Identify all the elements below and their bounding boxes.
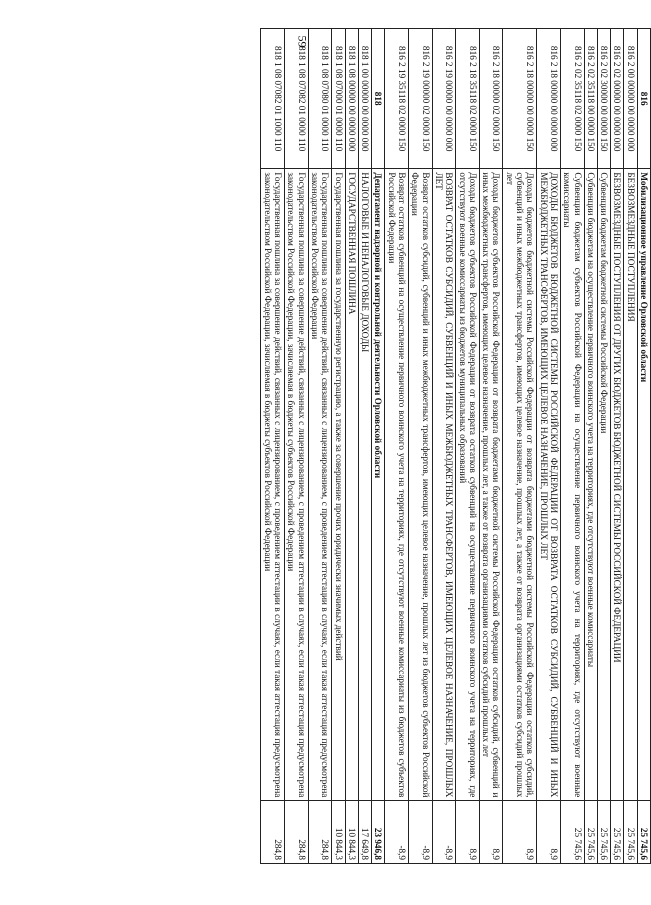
- row-sum: 25 745,6: [624, 801, 637, 864]
- row-sum: 8,9: [479, 801, 503, 864]
- row-code: 816 2 18 00000 00 0000 150: [503, 29, 537, 169]
- row-sum: -8,9: [432, 801, 456, 864]
- row-sum: 284,8: [285, 801, 309, 864]
- row-code: 816: [637, 29, 650, 169]
- table-row: [597, 29, 610, 864]
- row-name: ВОЗВРАТ ОСТАТКОВ СУБСИДИЙ, СУБВЕНЦИЙ И ИНЫХ МЕЖБЮДЖЕТНЫХ ТРАНСФЕРТОВ, ИМЕЮЩИХ ЦЕЛЕВОЕ НАЗНАЧЕНИЕ, ПРОШЛЫХ ЛЕТ: [432, 169, 456, 801]
- row-code: 818 1 08 00000 00 0000 000: [345, 29, 358, 169]
- row-name: Доходы бюджетов бюджетной системы Российской Федерации от возврата бюджетами бюджетной системы Российской Федерации остатков субсидий, субвенций и иных межбюджетных трансфертов, имеющих целевое назначение, прошлых лет, а также от возврата организациями остатков субсидий прошлых лет: [503, 169, 537, 801]
- row-code: 816 2 02 30000 00 0000 150: [597, 29, 610, 169]
- row-sum: 8,9: [503, 801, 537, 864]
- row-sum: 25 745,6: [637, 801, 650, 864]
- rotated-table-container: [106, 28, 651, 864]
- row-code: 818 1 08 07080 01 0000 110: [308, 29, 332, 169]
- table-row: [503, 29, 537, 864]
- row-name: Субвенции бюджетам субъектов Российской Федерации на осуществление первичного воинского учета на территориях, где отсутствуют военные комиссариаты: [560, 169, 584, 801]
- row-code: 816 2 19 35118 02 0000 150: [385, 29, 409, 169]
- table-row: [479, 29, 503, 864]
- table-row: [456, 29, 480, 864]
- row-name: БЕЗВОЗМЕЗДНЫЕ ПОСТУПЛЕНИЯ: [624, 169, 637, 801]
- row-code: 816 2 00 00000 00 0000 000: [624, 29, 637, 169]
- table-row: [285, 29, 309, 864]
- document-page: [106, 28, 651, 864]
- table-row: [358, 29, 371, 864]
- row-name: Доходы бюджетов субъектов Российской Федерации от возврата бюджетами бюджетной системы Российской Федерации остатков субсидий, субвенций и иных межбюджетных трансфертов, имеющих целевое назначение, прошлых лет, а также от возврата организациями остатков субсидий прошлых лет: [479, 169, 503, 801]
- row-sum: 17 649,8: [358, 801, 371, 864]
- table-row: [611, 29, 624, 864]
- row-sum: 284,8: [261, 801, 285, 864]
- row-code: 816 2 19 00000 00 0000 000: [432, 29, 456, 169]
- row-sum: -8,9: [409, 801, 433, 864]
- table-row: [409, 29, 433, 864]
- row-name: НАЛОГОВЫЕ И НЕНАЛОГОВЫЕ ДОХОДЫ: [358, 169, 371, 801]
- table-row: [332, 29, 345, 864]
- row-code: 816 2 18 00000 00 0000 000: [537, 29, 561, 169]
- row-sum: 25 745,6: [597, 801, 610, 864]
- row-name: Возврат остатков субвенций на осуществление первичного воинского учета на территориях, где отсутствуют военные комиссариаты из бюджетов субъектов Российской Федерации: [385, 169, 409, 801]
- table-row: [432, 29, 456, 864]
- row-sum: 10 844,3: [345, 801, 358, 864]
- row-name: ГОСУДАРСТВЕННАЯ ПОШЛИНА: [345, 169, 358, 801]
- row-name: Субвенции бюджетам бюджетной системы Российской Федерации: [597, 169, 610, 801]
- row-code: 818 1 08 07000 01 0000 110: [332, 29, 345, 169]
- row-code: 818 1 08 07082 01 0000 110: [285, 29, 309, 169]
- row-name: ДОХОДЫ БЮДЖЕТОВ БЮДЖЕТНОЙ СИСТЕМЫ РОССИЙСКОЙ ФЕДЕРАЦИИ ОТ ВОЗВРАТА ОСТАТКОВ СУБСИДИЙ, СУБВЕНЦИЙ И ИНЫХ МЕЖБЮДЖЕТНЫХ ТРАНСФЕРТОВ, ИМЕЮЩИХ ЦЕЛЕВОЕ НАЗНАЧЕНИЕ, ПРОШЛЫХ ЛЕТ: [537, 169, 561, 801]
- row-name: Возврат остатков субсидий, субвенций и иных межбюджетных трансфертов, имеющих целевое назначение, прошлых лет из бюджетов субъектов Российской Федерации: [409, 169, 433, 801]
- row-sum: -8,9: [385, 801, 409, 864]
- row-name: Государственная пошлина за совершение действий, связанных с лицензированием, с проведением аттестации в случаях, если такая аттестация предусмотрена законодательством Российской Федерации, зачисляемая в бюджеты субъектов Российской Федерации: [285, 169, 309, 801]
- table-row: [372, 29, 385, 864]
- row-name: Доходы бюджетов субъектов Российской Федерации от возврата остатков субвенций на осуществление первичного воинского учета на территориях, где отсутствуют военные комиссариаты из бюджетов муниципальных образований: [456, 169, 480, 801]
- row-name: Государственная пошлина за совершение действий, связанных с лицензированием, с проведением аттестации в случаях, если такая аттестация предусмотрена законодательством Российской Федерации, зачисляемая в бюджеты субъектов Российской Федерации: [261, 169, 285, 801]
- row-sum: 8,9: [456, 801, 480, 864]
- page-number: 59: [295, 35, 310, 48]
- row-name: Департамент надзорной и контрольной деятельности Орловской области: [372, 169, 385, 801]
- table-row: [637, 29, 650, 864]
- row-sum: 10 844,3: [332, 801, 345, 864]
- row-code: 818: [372, 29, 385, 169]
- table-row: [537, 29, 561, 864]
- row-sum: 23 946,8: [372, 801, 385, 864]
- row-sum: 284,8: [308, 801, 332, 864]
- row-code: 816 2 19 00000 02 0000 150: [409, 29, 433, 169]
- row-name: Государственная пошлина за государственную регистрацию, а также за совершение прочих юридически значимых действий: [332, 169, 345, 801]
- row-code: 816 2 18 00000 02 0000 150: [479, 29, 503, 169]
- row-code: 816 2 02 35118 02 0000 150: [560, 29, 584, 169]
- table-row: [261, 29, 285, 864]
- row-code: 818 1 00 00000 00 0000 000: [358, 29, 371, 169]
- revenue-table: [261, 28, 651, 864]
- table-row: [624, 29, 637, 864]
- row-sum: 25 745,6: [584, 801, 597, 864]
- row-sum: 25 745,6: [611, 801, 624, 864]
- row-sum: 8,9: [537, 801, 561, 864]
- table-row: [560, 29, 584, 864]
- row-code: 818 1 08 07082 01 1000 110: [261, 29, 285, 169]
- row-name: БЕЗВОЗМЕЗДНЫЕ ПОСТУПЛЕНИЯ ОТ ДРУГИХ БЮДЖЕТОВ БЮДЖЕТНОЙ СИСТЕМЫ РОССИЙСКОЙ ФЕДЕРАЦИИ: [611, 169, 624, 801]
- row-code: 816 2 18 35118 02 0000 150: [456, 29, 480, 169]
- revenue-table-body: [261, 29, 651, 864]
- row-name: Государственная пошлина за совершение действий, связанных с лицензированием, с проведением аттестации в случаях, если такая аттестация предусмотрена законодательством Российской Федерации: [308, 169, 332, 801]
- table-row: [308, 29, 332, 864]
- table-row: [385, 29, 409, 864]
- table-row: [345, 29, 358, 864]
- table-row: [584, 29, 597, 864]
- row-sum: 25 745,6: [560, 801, 584, 864]
- row-name: Субвенции бюджетам на осуществление первичного воинского учета на территориях, где отсутствуют военные комиссариаты: [584, 169, 597, 801]
- row-code: 816 2 02 00000 00 0000 000: [611, 29, 624, 169]
- row-code: 816 2 02 35118 00 0000 150: [584, 29, 597, 169]
- row-name: Мобилизационное управление Орловской области: [637, 169, 650, 801]
